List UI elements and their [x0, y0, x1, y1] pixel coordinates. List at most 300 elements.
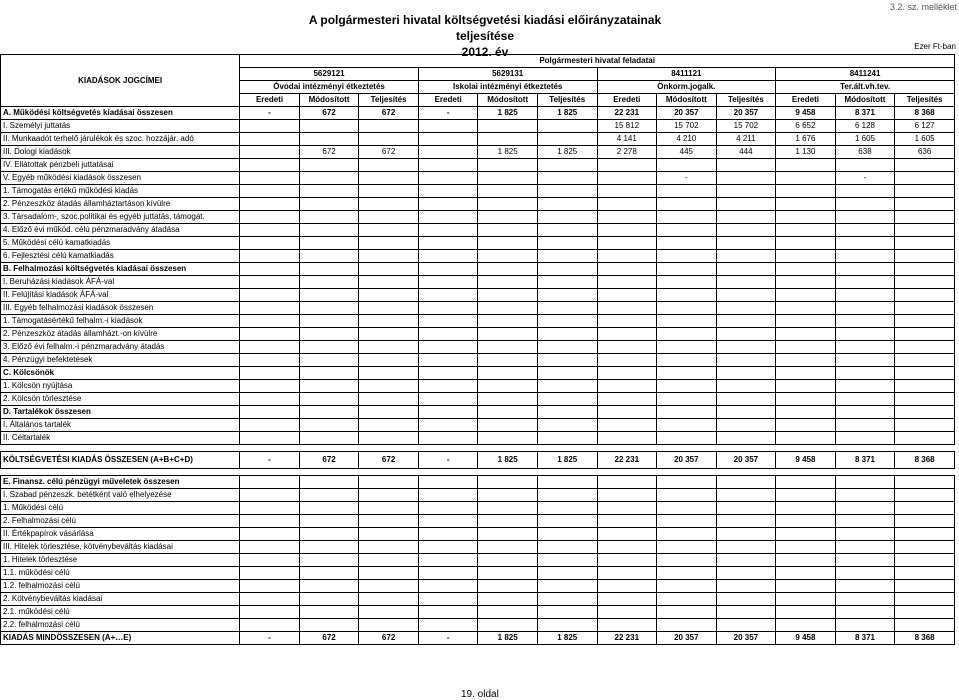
- value-cell: [418, 224, 478, 237]
- value-cell: [359, 606, 419, 619]
- value-cell: [716, 419, 776, 432]
- value-cell: [895, 619, 955, 632]
- value-cell: [359, 419, 419, 432]
- value-cell: -: [240, 452, 300, 469]
- value-cell: 8 368: [895, 452, 955, 469]
- value-cell: 8 368: [895, 107, 955, 120]
- value-cell: [835, 489, 895, 502]
- value-cell: [835, 567, 895, 580]
- row-label: 1. Támogatásértékű felhalm.-i kiadások: [1, 315, 240, 328]
- value-cell: [835, 276, 895, 289]
- value-cell: [776, 328, 836, 341]
- value-cell: [299, 354, 359, 367]
- value-cell: [716, 567, 776, 580]
- value-cell: 8 371: [835, 632, 895, 645]
- value-cell: [418, 328, 478, 341]
- table-row: [1, 341, 955, 354]
- table-row: [1, 393, 955, 406]
- value-cell: [240, 315, 300, 328]
- value-cell: [537, 489, 597, 502]
- value-cell: [478, 185, 538, 198]
- table-row: [1, 263, 955, 276]
- value-cell: [478, 554, 538, 567]
- value-cell: [597, 367, 657, 380]
- value-cell: [299, 302, 359, 315]
- value-cell: [359, 502, 419, 515]
- table-row: [1, 185, 955, 198]
- value-cell: [537, 289, 597, 302]
- value-cell: 8 371: [835, 107, 895, 120]
- value-cell: [359, 367, 419, 380]
- value-cell: [657, 341, 717, 354]
- value-cell: [776, 606, 836, 619]
- value-cell: [240, 263, 300, 276]
- expenditure-table: [0, 54, 955, 645]
- table-row: [1, 159, 955, 172]
- value-cell: [597, 341, 657, 354]
- value-cell: [478, 393, 538, 406]
- value-cell: [418, 159, 478, 172]
- table-row: [1, 580, 955, 593]
- value-cell: [657, 476, 717, 489]
- value-cell: [240, 541, 300, 554]
- value-cell: [776, 276, 836, 289]
- value-cell: [895, 172, 955, 185]
- value-cell: -: [418, 452, 478, 469]
- value-cell: 444: [716, 146, 776, 159]
- value-cell: 672: [299, 632, 359, 645]
- row-label: KÖLTSÉGVETÉSI KIADÁS ÖSSZESEN (A+B+C+D): [1, 452, 240, 469]
- value-cell: [657, 567, 717, 580]
- value-cell: 1 605: [835, 133, 895, 146]
- value-cell: [359, 172, 419, 185]
- spacer-cell: [1, 445, 955, 452]
- value-cell: [299, 289, 359, 302]
- value-cell: [835, 250, 895, 263]
- row-label: II. Céltartalék: [1, 432, 240, 445]
- row-label: 2.1. működési célú: [1, 606, 240, 619]
- value-cell: [240, 567, 300, 580]
- value-cell: -: [835, 172, 895, 185]
- value-cell: [299, 237, 359, 250]
- value-cell: [299, 250, 359, 263]
- value-cell: [418, 619, 478, 632]
- value-cell: [776, 393, 836, 406]
- value-cell: [537, 237, 597, 250]
- value-cell: [835, 211, 895, 224]
- header-activity-name: Iskolai intézményi étkeztetés: [418, 81, 597, 94]
- row-label: D. Tartalékok összesen: [1, 406, 240, 419]
- value-cell: [895, 554, 955, 567]
- value-cell: [299, 120, 359, 133]
- value-cell: 1 825: [537, 452, 597, 469]
- value-cell: [776, 315, 836, 328]
- title-line-1: A polgármesteri hivatal költségvetési kiadási előirányzatainak teljesítése: [308, 13, 662, 43]
- value-cell: [359, 432, 419, 445]
- value-cell: [776, 380, 836, 393]
- value-cell: [418, 250, 478, 263]
- value-cell: 672: [299, 146, 359, 159]
- value-cell: [895, 302, 955, 315]
- value-cell: [418, 263, 478, 276]
- value-cell: [537, 567, 597, 580]
- header-code: 8411121: [597, 68, 776, 81]
- value-cell: [776, 367, 836, 380]
- value-cell: [299, 606, 359, 619]
- value-cell: [418, 211, 478, 224]
- value-cell: [418, 380, 478, 393]
- value-cell: [299, 489, 359, 502]
- value-cell: [895, 263, 955, 276]
- value-cell: [716, 341, 776, 354]
- value-cell: [299, 567, 359, 580]
- value-cell: [240, 224, 300, 237]
- value-cell: [776, 289, 836, 302]
- value-cell: [716, 211, 776, 224]
- value-cell: [240, 380, 300, 393]
- table-row: [1, 367, 955, 380]
- table-row: [1, 328, 955, 341]
- value-cell: [597, 567, 657, 580]
- value-cell: [299, 528, 359, 541]
- header-subcol: Teljesítés: [895, 94, 955, 107]
- value-cell: [657, 276, 717, 289]
- header-subcol: Eredeti: [240, 94, 300, 107]
- value-cell: [657, 432, 717, 445]
- value-cell: [240, 302, 300, 315]
- row-label: 1. Működési célú: [1, 502, 240, 515]
- value-cell: [537, 120, 597, 133]
- header-subcol: Eredeti: [418, 94, 478, 107]
- value-cell: [478, 211, 538, 224]
- value-cell: [835, 528, 895, 541]
- value-cell: [299, 159, 359, 172]
- value-cell: [657, 593, 717, 606]
- value-cell: [537, 515, 597, 528]
- value-cell: [776, 354, 836, 367]
- value-cell: [478, 328, 538, 341]
- value-cell: 8 368: [895, 632, 955, 645]
- value-cell: [299, 341, 359, 354]
- value-cell: [895, 185, 955, 198]
- header-subcol: Módosított: [299, 94, 359, 107]
- value-cell: [835, 476, 895, 489]
- value-cell: [418, 476, 478, 489]
- header-subcol: Módosított: [478, 94, 538, 107]
- value-cell: [716, 619, 776, 632]
- row-label: 4. Pénzügyi befektetések: [1, 354, 240, 367]
- value-cell: [835, 515, 895, 528]
- value-cell: 20 357: [716, 632, 776, 645]
- value-cell: [359, 489, 419, 502]
- value-cell: [835, 502, 895, 515]
- value-cell: [895, 419, 955, 432]
- value-cell: 22 231: [597, 452, 657, 469]
- row-label: V. Egyéb működési kiadások összesen: [1, 172, 240, 185]
- value-cell: [716, 406, 776, 419]
- value-cell: [776, 593, 836, 606]
- value-cell: [537, 419, 597, 432]
- value-cell: [537, 606, 597, 619]
- row-label: III. Egyéb felhalmozási kiadások összesen: [1, 302, 240, 315]
- value-cell: [835, 159, 895, 172]
- value-cell: [657, 489, 717, 502]
- value-cell: [597, 380, 657, 393]
- value-cell: 2 278: [597, 146, 657, 159]
- value-cell: [835, 380, 895, 393]
- value-cell: [299, 593, 359, 606]
- value-cell: [359, 619, 419, 632]
- table-row: [1, 211, 955, 224]
- value-cell: [478, 593, 538, 606]
- value-cell: [299, 276, 359, 289]
- value-cell: [537, 198, 597, 211]
- value-cell: [776, 406, 836, 419]
- value-cell: [418, 172, 478, 185]
- table-row: [1, 619, 955, 632]
- value-cell: [359, 237, 419, 250]
- value-cell: [835, 580, 895, 593]
- value-cell: [359, 580, 419, 593]
- value-cell: [359, 393, 419, 406]
- value-cell: [597, 419, 657, 432]
- value-cell: 6 652: [776, 120, 836, 133]
- value-cell: [716, 489, 776, 502]
- row-label: II. Felújítási kiadások ÁFÁ-val: [1, 289, 240, 302]
- table-row: [1, 632, 955, 645]
- value-cell: [537, 185, 597, 198]
- value-cell: [776, 619, 836, 632]
- value-cell: [716, 263, 776, 276]
- value-cell: [478, 120, 538, 133]
- page-title: [300, 12, 670, 60]
- value-cell: [657, 502, 717, 515]
- header-activity-name: Ter.ált.vh.tev.: [776, 81, 955, 94]
- value-cell: [537, 528, 597, 541]
- value-cell: 1 676: [776, 133, 836, 146]
- value-cell: [776, 263, 836, 276]
- value-cell: [240, 606, 300, 619]
- row-label: II. Munkaadót terhelő járulékok és szoc. hozzájár. adó: [1, 133, 240, 146]
- value-cell: [835, 419, 895, 432]
- value-cell: 1 825: [478, 146, 538, 159]
- table-row: [1, 567, 955, 580]
- value-cell: 9 458: [776, 632, 836, 645]
- value-cell: [478, 159, 538, 172]
- value-cell: [299, 554, 359, 567]
- value-cell: [776, 567, 836, 580]
- value-cell: [537, 172, 597, 185]
- value-cell: [776, 341, 836, 354]
- value-cell: [299, 380, 359, 393]
- value-cell: -: [240, 107, 300, 120]
- value-cell: [359, 120, 419, 133]
- value-cell: [895, 528, 955, 541]
- value-cell: [418, 528, 478, 541]
- value-cell: [657, 541, 717, 554]
- value-cell: [716, 528, 776, 541]
- value-cell: [240, 554, 300, 567]
- value-cell: [597, 580, 657, 593]
- value-cell: [597, 619, 657, 632]
- value-cell: 20 357: [657, 632, 717, 645]
- value-cell: [776, 224, 836, 237]
- value-cell: [359, 276, 419, 289]
- value-cell: 1 825: [478, 107, 538, 120]
- table-row: [1, 250, 955, 263]
- value-cell: [478, 276, 538, 289]
- value-cell: [240, 432, 300, 445]
- value-cell: 672: [359, 632, 419, 645]
- table-row: [1, 406, 955, 419]
- value-cell: [597, 489, 657, 502]
- table-row: [1, 476, 955, 489]
- value-cell: [478, 515, 538, 528]
- value-cell: [359, 250, 419, 263]
- value-cell: [835, 393, 895, 406]
- value-cell: [299, 432, 359, 445]
- value-cell: [776, 250, 836, 263]
- row-label: 2. Kötvénybeváltás kiadásai: [1, 593, 240, 606]
- value-cell: [537, 432, 597, 445]
- value-cell: [418, 567, 478, 580]
- table-row: [1, 198, 955, 211]
- value-cell: [299, 406, 359, 419]
- value-cell: [359, 567, 419, 580]
- value-cell: [895, 593, 955, 606]
- table-row: [1, 276, 955, 289]
- value-cell: [418, 554, 478, 567]
- table-row: [1, 502, 955, 515]
- value-cell: [240, 159, 300, 172]
- row-label: III. Hitelek törlesztése, kötvénybeváltás kiadásai: [1, 541, 240, 554]
- value-cell: [359, 211, 419, 224]
- value-cell: [716, 476, 776, 489]
- value-cell: [478, 367, 538, 380]
- value-cell: [359, 198, 419, 211]
- row-label: 1.2. felhalmozási célú: [1, 580, 240, 593]
- row-label: IV. Ellátottak pénzbeli juttatásai: [1, 159, 240, 172]
- value-cell: 1 825: [478, 632, 538, 645]
- value-cell: [299, 198, 359, 211]
- value-cell: 1 825: [478, 452, 538, 469]
- value-cell: [478, 541, 538, 554]
- table-row: [1, 302, 955, 315]
- value-cell: [776, 172, 836, 185]
- value-cell: [240, 120, 300, 133]
- value-cell: [359, 476, 419, 489]
- value-cell: [657, 619, 717, 632]
- header-activity-name: Önkorm.jogalk.: [597, 81, 776, 94]
- value-cell: [537, 541, 597, 554]
- value-cell: [537, 302, 597, 315]
- value-cell: [597, 476, 657, 489]
- header-row-label: KIADÁSOK JOGCÍMEI: [1, 55, 240, 107]
- value-cell: [716, 237, 776, 250]
- value-cell: [597, 393, 657, 406]
- value-cell: [240, 185, 300, 198]
- value-cell: [895, 580, 955, 593]
- value-cell: [537, 211, 597, 224]
- value-cell: [240, 406, 300, 419]
- value-cell: [299, 328, 359, 341]
- value-cell: [716, 328, 776, 341]
- spacer-row: [1, 445, 955, 452]
- value-cell: [776, 528, 836, 541]
- value-cell: [359, 380, 419, 393]
- value-cell: [359, 554, 419, 567]
- value-cell: [418, 432, 478, 445]
- value-cell: [716, 593, 776, 606]
- value-cell: [359, 541, 419, 554]
- value-cell: [657, 580, 717, 593]
- table-row: [1, 515, 955, 528]
- value-cell: [359, 515, 419, 528]
- table-row: [1, 528, 955, 541]
- value-cell: [895, 515, 955, 528]
- value-cell: [418, 276, 478, 289]
- value-cell: [895, 224, 955, 237]
- row-label: C. Kölcsönök: [1, 367, 240, 380]
- value-cell: [478, 502, 538, 515]
- value-cell: [478, 237, 538, 250]
- row-label: E. Finansz. célú pénzügyi műveletek összesen: [1, 476, 240, 489]
- value-cell: [895, 406, 955, 419]
- value-cell: 20 357: [716, 107, 776, 120]
- value-cell: -: [240, 632, 300, 645]
- value-cell: 1 605: [895, 133, 955, 146]
- value-cell: [657, 289, 717, 302]
- value-cell: [835, 367, 895, 380]
- value-cell: 672: [299, 107, 359, 120]
- value-cell: [240, 593, 300, 606]
- header-subcol: Teljesítés: [359, 94, 419, 107]
- value-cell: [418, 120, 478, 133]
- value-cell: [716, 302, 776, 315]
- row-label: 1. Hitelek törlesztése: [1, 554, 240, 567]
- value-cell: [359, 315, 419, 328]
- value-cell: [359, 289, 419, 302]
- table-row: [1, 419, 955, 432]
- value-cell: [359, 406, 419, 419]
- table-row: [1, 489, 955, 502]
- value-cell: [418, 419, 478, 432]
- value-cell: [240, 133, 300, 146]
- header-subcol: Módosított: [657, 94, 717, 107]
- row-label: 6. Fejlesztési célú kamatkiadás: [1, 250, 240, 263]
- value-cell: [895, 502, 955, 515]
- header-subcol: Eredeti: [597, 94, 657, 107]
- spacer-cell: [1, 469, 955, 476]
- value-cell: [418, 393, 478, 406]
- value-cell: [716, 367, 776, 380]
- value-cell: [240, 198, 300, 211]
- row-label: A. Működési költségvetés kiadásai összesen: [1, 107, 240, 120]
- value-cell: [359, 341, 419, 354]
- value-cell: [776, 554, 836, 567]
- value-cell: [299, 580, 359, 593]
- value-cell: [299, 211, 359, 224]
- row-label: 2. Felhalmozási célú: [1, 515, 240, 528]
- value-cell: [776, 198, 836, 211]
- value-cell: [537, 354, 597, 367]
- value-cell: [716, 289, 776, 302]
- value-cell: [835, 289, 895, 302]
- value-cell: [835, 198, 895, 211]
- value-cell: 20 357: [716, 452, 776, 469]
- value-cell: [478, 250, 538, 263]
- value-cell: [478, 341, 538, 354]
